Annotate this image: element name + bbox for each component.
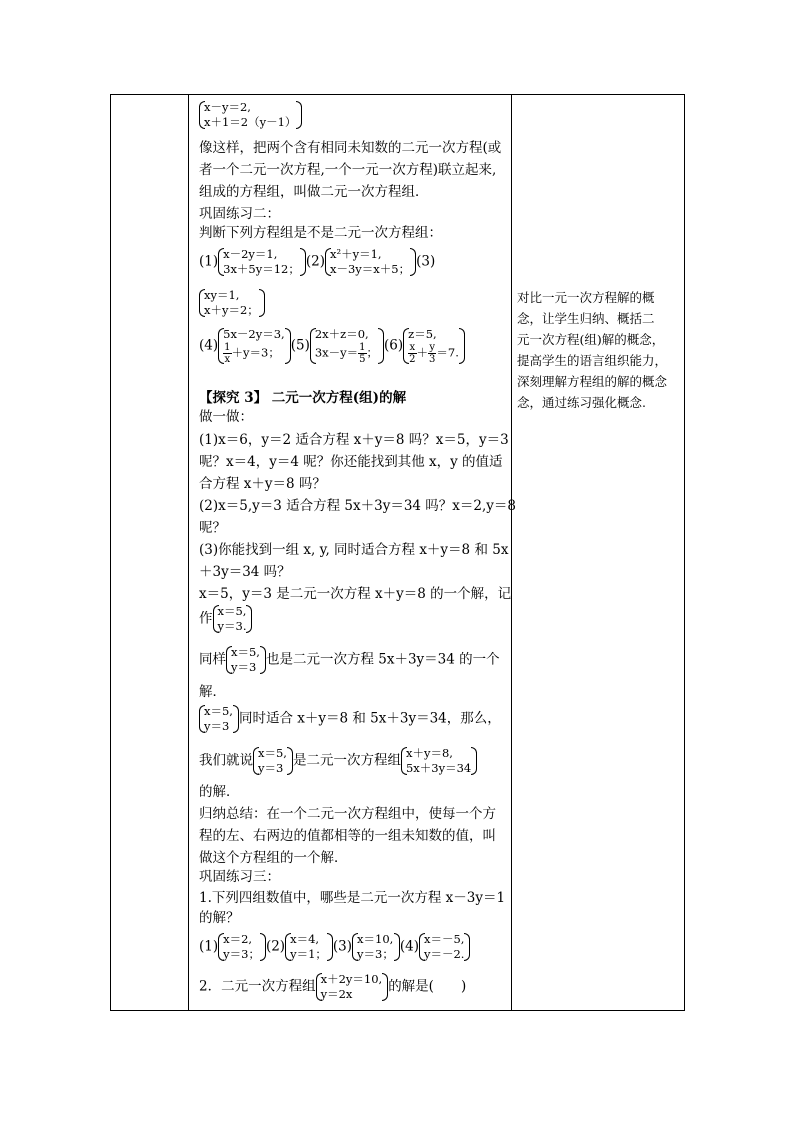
equation-system: xy＝1, x＋y＝2； [199,288,265,318]
practice2-row3: (4) 5x－2y＝3, $\frac{1}{x}$ ＋y＝3； (5) 2x＋z＝0, 3x－y＝ $\frac{1}{5}$ ； (6) z＝5, $\frac{x}{2}$ ＋ $\frac{y}{3}$ ＝7. [199,327,465,365]
equation-system: x＝10, y＝3； [352,932,400,962]
top-system-line [199,100,302,130]
summary-line: 做这个方程组的一个解． [199,850,348,866]
equation-system: x＝5, y＝3 [199,704,239,734]
practice3-options: (1) x＝2, y＝3； (2) x＝4, y＝1； (3) x＝10, y＝3； (4) x＝－5, y＝－2. [199,932,470,962]
solution-line: 解． [199,684,226,700]
fraction: $\frac{y}{3}$ [429,342,436,365]
equation-system: x－y＝2, x＋1＝2（y－1） [199,100,302,130]
equation-system: x＝5, y＝3 [253,746,293,776]
doit-q3: (3)你能找到一组 x, y, 同时适合方程 x＋y＝8 和 5x [199,542,509,558]
solution-line: 同样 x＝5, y＝3 也是二元一次方程 5x＋3y＝34 的一个 [199,645,500,674]
column-divider [511,95,512,1010]
doit-q3: ＋3y＝34 吗？ [199,564,291,580]
doit-q1: (1)x＝6，y＝2 适合方程 x＋y＝8 吗？x＝5，y＝3 [199,432,509,448]
note-line: 提高学生的语言组织能力， [517,353,668,368]
practice2-row1: (1) x－2y＝1, 3x＋5y＝12； (2) x²＋y＝1, x－3y＝x＋5； (3) [199,247,436,276]
solution-line: x＝5，y＝3 是二元一次方程 x＋y＝8 的一个解，记 [199,586,512,602]
doit-q1: 呢？x＝4，y＝4 呢？你还能找到其他 x，y 的值适 [199,454,503,470]
note-line: 念，让学生归纳、概括二 [517,311,655,326]
equation-system: x＋y＝8, 5x＋3y＝34 [401,746,477,776]
equation-system: x²＋y＝1, x－3y＝x＋5； [325,247,416,277]
solution-line: x＝5, y＝3 同时适合 x＋y＝8 和 5x＋3y＝34，那么， [199,704,501,734]
doit-title: 做一做： [199,409,253,425]
fraction: $\frac{1}{x}$ [224,342,231,365]
equation-system: z＝5, $\frac{x}{2}$ ＋ $\frac{y}{3}$ ＝7. [403,327,465,365]
doit-q2: (2)x＝5,y＝3 适合方程 5x＋3y＝34 吗？x＝2,y＝8 [199,498,517,514]
fraction: $\frac{x}{2}$ [409,342,416,365]
equation-system: 5x－2y＝3, $\frac{1}{x}$ ＋y＝3； [218,327,291,365]
summary-line: 程的左、右两边的值都相等的一组未知数的值，叫 [199,828,496,844]
note-line: 对比一元一次方程解的概 [517,290,655,305]
equation-system: x＋2y＝10, y＝2x [316,972,389,1002]
para-text: 像这样，把两个含有相同未知数的二元一次方程(或 [199,140,502,156]
practice2-title: 巩固练习二： [199,206,280,222]
para-text: 者一个二元一次方程,一个一元一次方程)联立起来, [199,162,497,178]
practice2-prompt: 判断下列方程组是不是二元一次方程组： [199,225,442,241]
solution-line: 我们就说 x＝5, y＝3 是二元一次方程组 x＋y＝8, 5x＋3y＝34 [199,746,477,776]
practice3-q1: 1.下列四组数值中，哪些是二元一次方程 x－3y＝1 [199,890,506,906]
equation-system: x＝4, y＝1； [285,932,333,962]
equation-system: x－2y＝1, 3x＋5y＝12； [218,247,306,277]
column-divider [188,95,189,1010]
practice3-title: 巩固练习三： [199,869,280,885]
note-line: 念，通过练习强化概念. [517,395,646,410]
equation-system: x＝5, y＝3 [226,645,266,675]
note-line: 深刻理解方程组的解的概念 [517,374,668,389]
lesson-table [110,94,685,1011]
summary-line: 归纳总结：在一个二元一次方程组中，使每一个方 [199,806,496,822]
equation-system: 2x＋z＝0, 3x－y＝ $\frac{1}{5}$ ； [310,327,384,365]
content-cell [194,95,517,1010]
equation-system: x＝5, y＝3. [213,604,253,634]
explore3-title: 【探究 3】 二元一次方程(组)的解 [199,390,407,406]
practice2-row2 [199,288,265,318]
para-text: 组成的方程组，叫做二元一次方程组． [199,184,429,200]
equation-system: x＝2, y＝3； [218,932,266,962]
doit-q2: 呢？ [199,520,226,536]
fraction: $\frac{1}{5}$ [359,342,366,365]
note-line: 元一次方程(组)解的概念， [517,332,665,347]
practice3-q1: 的解？ [199,910,240,926]
doit-q1: 合方程 x＋y＝8 吗？ [199,476,326,492]
solution-line: 作 x＝5, y＝3. [199,604,252,634]
equation-system: x＝－5, y＝－2. [419,932,470,962]
solution-line: 的解． [199,784,240,800]
practice3-q2: 2．二元一次方程组 x＋2y＝10, y＝2x 的解是( ) [199,972,467,1001]
note-cell [517,287,682,413]
